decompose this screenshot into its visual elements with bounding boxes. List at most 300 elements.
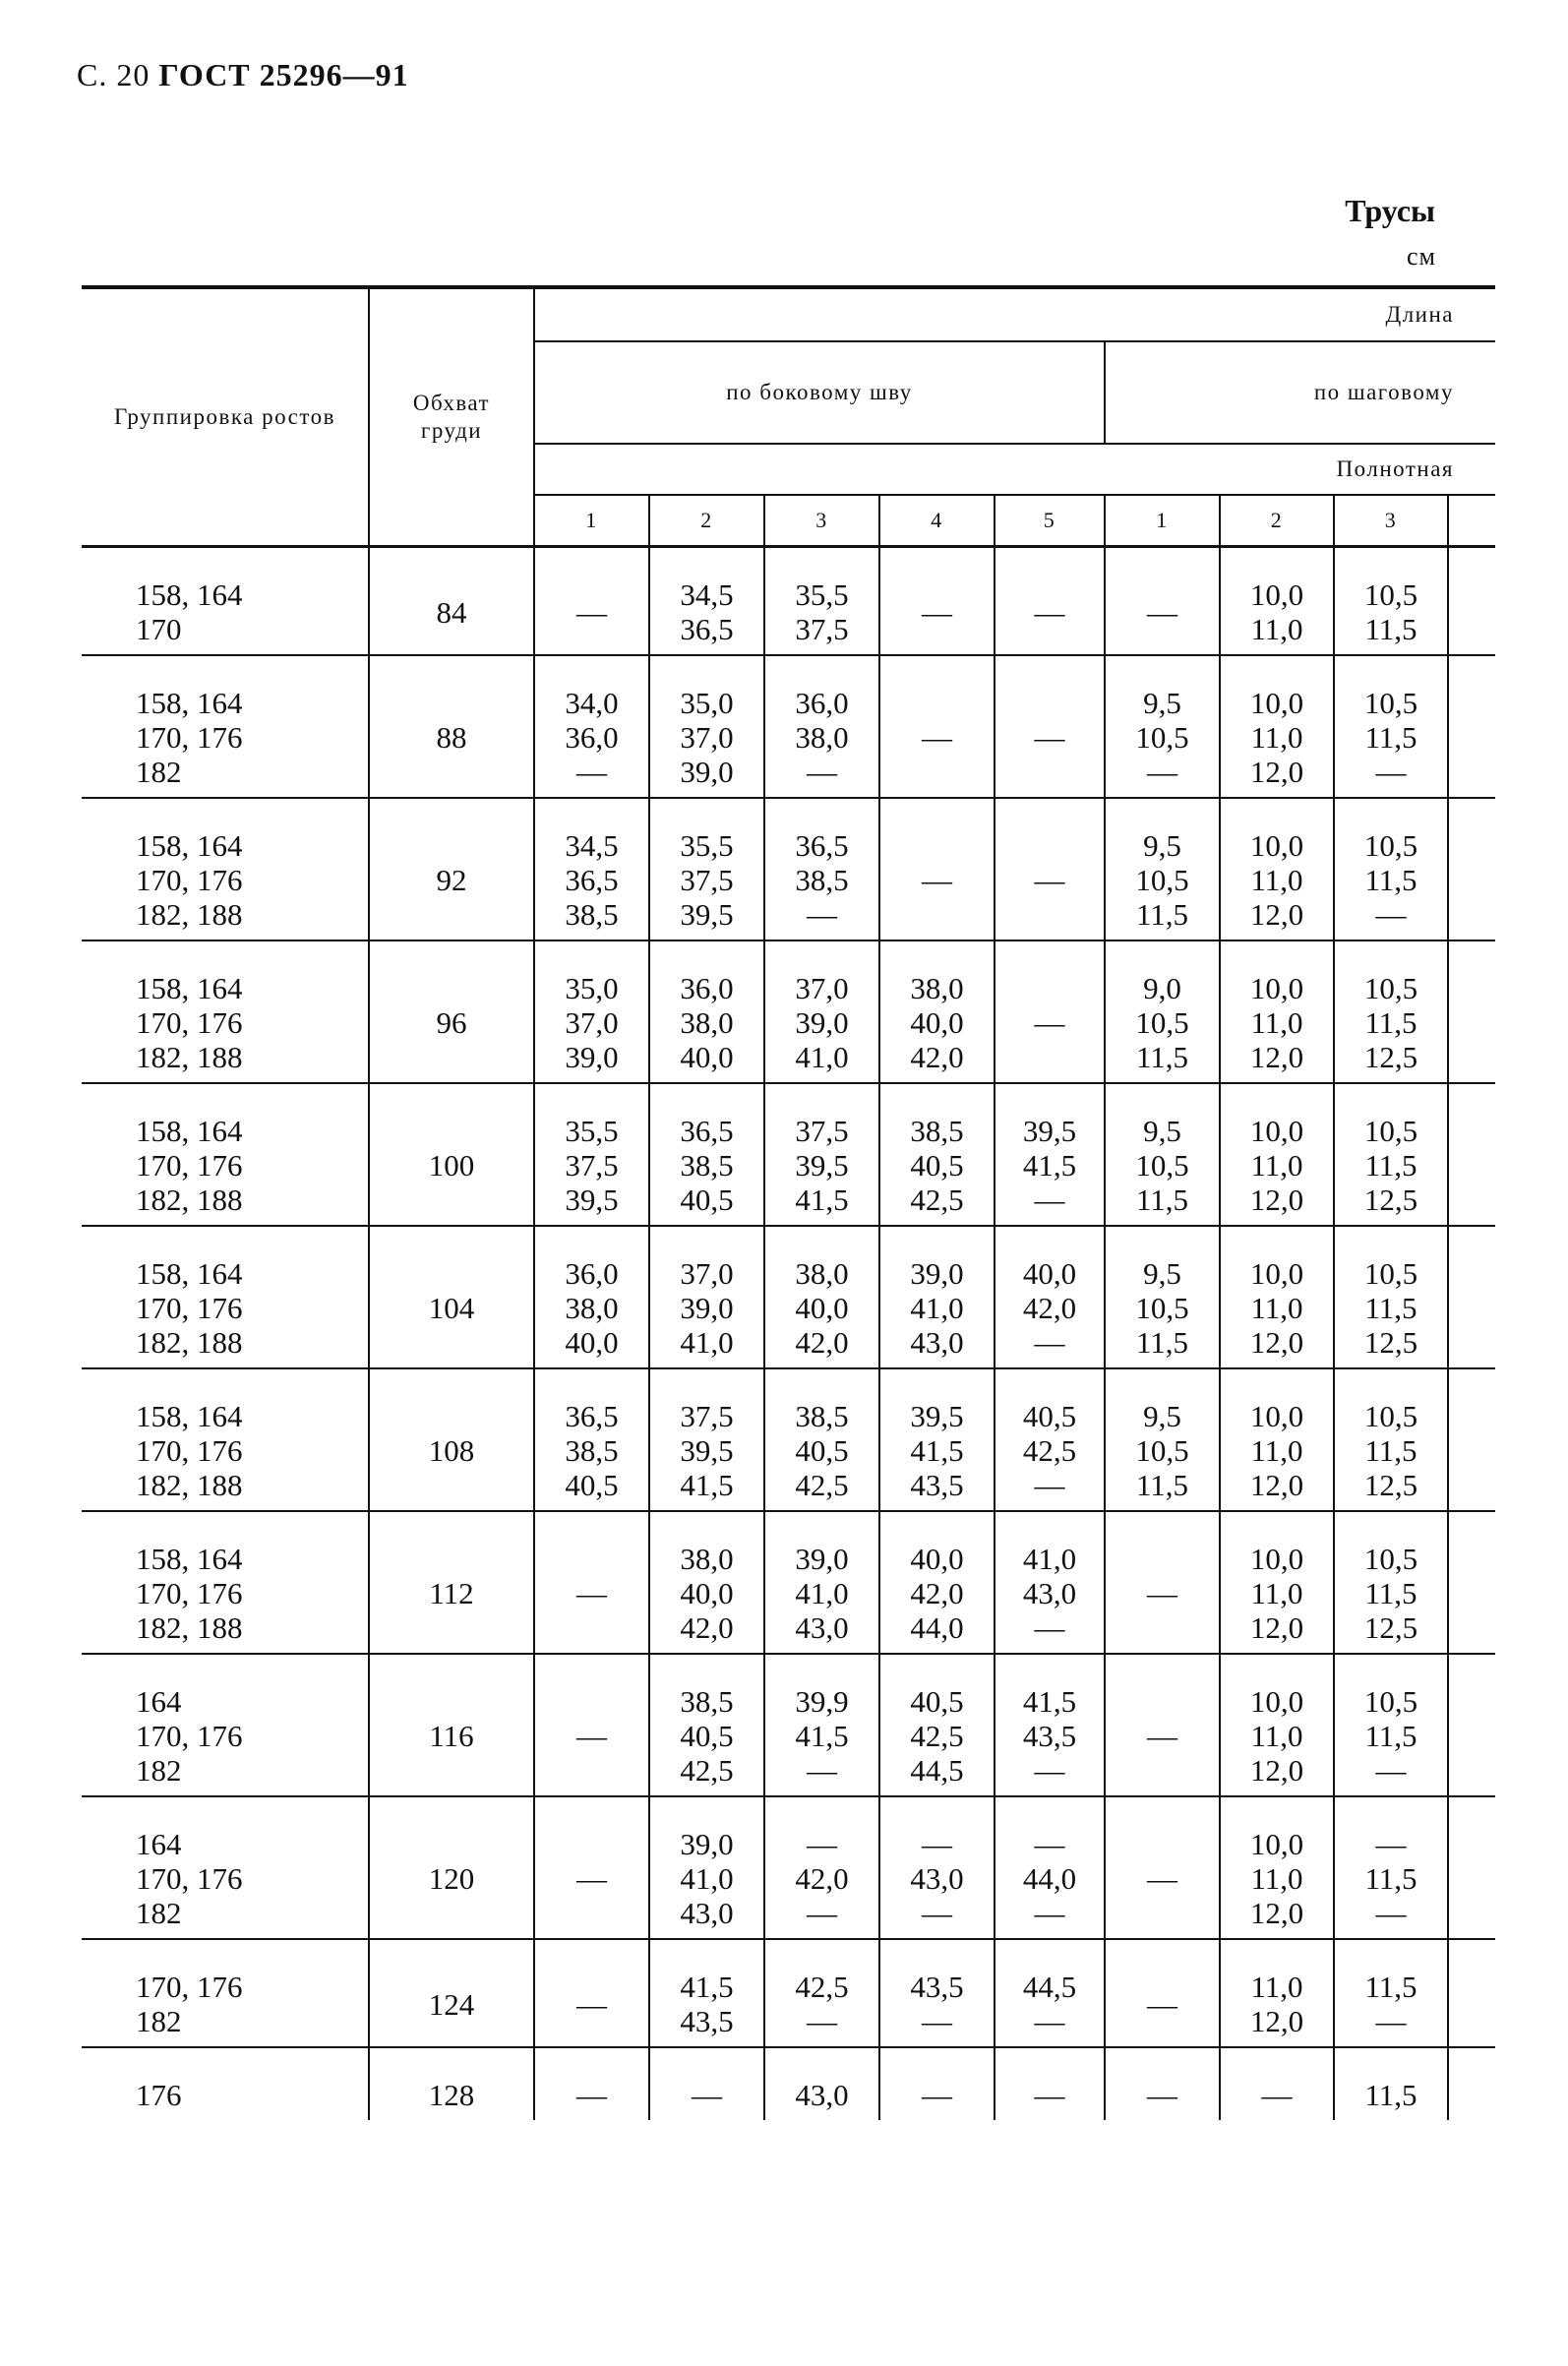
cell-value: 10,5 bbox=[1363, 1114, 1418, 1148]
cell-value: 37,0 bbox=[680, 720, 734, 755]
cell-value: 40,0 bbox=[680, 1576, 734, 1610]
cell-value: 37,5 bbox=[680, 1399, 734, 1433]
cell-value: 43,0 bbox=[910, 1325, 964, 1360]
cell-value: 43,0 bbox=[1022, 1576, 1077, 1610]
side-seam-cell bbox=[649, 655, 764, 798]
side-seam-cell bbox=[764, 940, 879, 1083]
cell-value: 39,0 bbox=[565, 1040, 619, 1074]
cell-value: 158, 164 bbox=[136, 828, 243, 863]
cell-value: — bbox=[576, 1576, 607, 1610]
cell-value: 170, 176 bbox=[136, 1719, 243, 1753]
cell-value: — bbox=[807, 1827, 837, 1861]
cell-value: 11,5 bbox=[1364, 1148, 1417, 1183]
chest-cell: 92 bbox=[369, 798, 534, 940]
cell-value: 36,5 bbox=[565, 863, 619, 897]
side-seam-cell bbox=[879, 1939, 995, 2047]
col-number: 3 bbox=[764, 495, 879, 547]
cell-value: — bbox=[1034, 1325, 1065, 1360]
side-seam-cell bbox=[534, 1939, 649, 2047]
cell-value: 40,0 bbox=[565, 1325, 619, 1360]
cell-value: 10,5 bbox=[1363, 1542, 1418, 1576]
cell-value: 11,5 bbox=[1135, 1040, 1189, 1074]
cell-value: — bbox=[1147, 2078, 1177, 2112]
cell-value: — bbox=[1375, 897, 1407, 932]
side-seam-cell bbox=[764, 2047, 879, 2120]
cell-value: 10,0 bbox=[1249, 1114, 1304, 1148]
table-row bbox=[82, 1083, 1495, 1226]
cell-value: 37,0 bbox=[680, 1256, 734, 1291]
cell-value: 11,5 bbox=[1364, 1970, 1417, 2004]
inseam-cell bbox=[1105, 1654, 1220, 1796]
cell-value: — bbox=[1034, 1005, 1065, 1040]
side-seam-cell bbox=[649, 940, 764, 1083]
col-number: 1 bbox=[534, 495, 649, 547]
cell-value: — bbox=[922, 594, 952, 630]
side-seam-cell bbox=[879, 1083, 995, 1226]
cell-value: — bbox=[807, 897, 837, 932]
cell-value: 10,5 bbox=[1363, 686, 1418, 720]
cell-value: 40,0 bbox=[910, 1005, 964, 1040]
cell-value: 40,5 bbox=[1022, 1399, 1077, 1433]
cell-value: 38,5 bbox=[565, 1433, 619, 1468]
cell-value: 41,5 bbox=[680, 1970, 734, 2004]
cell-value: 12,5 bbox=[1363, 1468, 1418, 1502]
cell-value: — bbox=[576, 1861, 607, 1896]
cell-value: 10,5 bbox=[1363, 828, 1418, 863]
cell-value: 158, 164 bbox=[136, 686, 243, 720]
side-seam-cell bbox=[879, 547, 995, 656]
cell-value: 39,5 bbox=[680, 897, 734, 932]
cell-value: 41,5 bbox=[910, 1433, 964, 1468]
cell-value: 40,0 bbox=[1022, 1256, 1077, 1291]
inseam-cell bbox=[1220, 2047, 1334, 2120]
side-seam-cell bbox=[995, 798, 1105, 940]
inseam-cell bbox=[1220, 547, 1334, 656]
cell-value: 158, 164 bbox=[136, 577, 243, 612]
inseam-cell bbox=[1105, 1368, 1220, 1511]
cell-value: — bbox=[1147, 755, 1177, 789]
chest-cell: 116 bbox=[369, 1654, 534, 1796]
cell-value: 39,5 bbox=[680, 1433, 734, 1468]
cell-value: 176 bbox=[136, 2078, 182, 2112]
inseam-cell bbox=[1220, 1083, 1334, 1226]
cell-value: 37,0 bbox=[565, 1005, 619, 1040]
side-seam-cell bbox=[995, 1654, 1105, 1796]
growth-group-cell bbox=[82, 1796, 369, 1939]
cell-value: 40,5 bbox=[680, 1719, 734, 1753]
cell-value: 35,5 bbox=[565, 1114, 619, 1148]
side-seam-cell bbox=[649, 1368, 764, 1511]
cell-value: 40,5 bbox=[565, 1468, 619, 1502]
cell-value: 11,0 bbox=[1250, 1576, 1303, 1610]
table-body bbox=[82, 547, 1495, 2121]
cell-value: 39,0 bbox=[680, 1827, 734, 1861]
cell-value: 170, 176 bbox=[136, 1005, 243, 1040]
cell-value: 41,0 bbox=[795, 1576, 849, 1610]
inseam-cell bbox=[1334, 1368, 1448, 1511]
inseam-cell bbox=[1334, 1939, 1448, 2047]
cell-value: 11,5 bbox=[1364, 612, 1417, 646]
cell-value: 12,0 bbox=[1249, 2004, 1304, 2038]
standard-number: ГОСТ 25296—91 bbox=[158, 57, 409, 92]
cell-value: 10,0 bbox=[1249, 1684, 1304, 1719]
inseam-cell bbox=[1105, 1939, 1220, 2047]
cell-value: 41,0 bbox=[680, 1325, 734, 1360]
side-seam-cell bbox=[995, 940, 1105, 1083]
chest-cell: 84 bbox=[369, 547, 534, 656]
inseam-cell bbox=[1220, 1654, 1334, 1796]
cell-value: 39,0 bbox=[795, 1542, 849, 1576]
side-seam-cell bbox=[534, 1368, 649, 1511]
side-seam-cell bbox=[879, 1796, 995, 1939]
cell-value: 38,0 bbox=[910, 971, 964, 1005]
cell-value: 9,0 bbox=[1143, 971, 1181, 1005]
cell-value: 10,5 bbox=[1363, 1256, 1418, 1291]
side-seam-cell bbox=[764, 1226, 879, 1368]
cell-value: 41,5 bbox=[795, 1183, 849, 1217]
growth-group-cell bbox=[82, 547, 369, 656]
cell-value: 42,5 bbox=[910, 1183, 964, 1217]
cell-value: 182 bbox=[136, 1896, 182, 1930]
cell-value: 40,0 bbox=[795, 1291, 849, 1325]
cell-value: 11,5 bbox=[1364, 863, 1417, 897]
inseam-cell bbox=[1105, 1083, 1220, 1226]
cell-value: — bbox=[1147, 1861, 1177, 1896]
cell-value: — bbox=[807, 2004, 837, 2038]
inseam-cell bbox=[1220, 1368, 1334, 1511]
cell-value: 37,5 bbox=[565, 1148, 619, 1183]
chest-cell: 104 bbox=[369, 1226, 534, 1368]
side-seam-cell bbox=[649, 1654, 764, 1796]
cell-value: 10,5 bbox=[1363, 1399, 1418, 1433]
cell-value: — bbox=[1375, 2004, 1407, 2038]
cell-value: 37,5 bbox=[795, 1114, 849, 1148]
cell-value: 12,0 bbox=[1249, 897, 1304, 932]
cell-value: 11,0 bbox=[1250, 1970, 1303, 2004]
cell-value: 34,0 bbox=[565, 686, 619, 720]
cell-value: — bbox=[1147, 1719, 1177, 1753]
cell-value: 170, 176 bbox=[136, 1148, 243, 1183]
cell-value: 40,5 bbox=[910, 1684, 964, 1719]
cell-value: — bbox=[922, 2004, 952, 2038]
cell-value: 44,0 bbox=[1022, 1861, 1077, 1896]
cell-value: 10,0 bbox=[1249, 828, 1304, 863]
inseam-cell bbox=[1220, 798, 1334, 940]
inseam-cell bbox=[1334, 798, 1448, 940]
cell-value: — bbox=[1147, 1986, 1177, 2022]
cell-value: — bbox=[1034, 1610, 1065, 1645]
cell-value: 170, 176 bbox=[136, 1861, 243, 1896]
cell-value: 43,0 bbox=[680, 1896, 734, 1930]
header-inseam: по шаговому bbox=[1105, 341, 1495, 444]
cell-value: 11,0 bbox=[1250, 612, 1303, 646]
cell-value: 40,5 bbox=[910, 1148, 964, 1183]
table-row bbox=[82, 1654, 1495, 1796]
side-seam-cell bbox=[995, 1511, 1105, 1654]
cell-value: 42,0 bbox=[795, 1325, 849, 1360]
chest-cell: 112 bbox=[369, 1511, 534, 1654]
side-seam-cell bbox=[879, 1654, 995, 1796]
col-number: 4 bbox=[879, 495, 995, 547]
cell-value: 35,5 bbox=[795, 577, 849, 612]
cell-value: 42,5 bbox=[795, 1468, 849, 1502]
cell-value: 42,0 bbox=[795, 1861, 849, 1896]
cell-value: 37,5 bbox=[795, 612, 849, 646]
cell-value: 10,5 bbox=[1363, 1684, 1418, 1719]
cell-value: 34,5 bbox=[680, 577, 734, 612]
cell-value: — bbox=[1034, 2078, 1065, 2112]
cell-value: 164 bbox=[136, 1684, 182, 1719]
table-row bbox=[82, 1368, 1495, 1511]
unit-label: см bbox=[1407, 242, 1436, 271]
cell-value: 38,5 bbox=[795, 863, 849, 897]
side-seam-cell bbox=[995, 547, 1105, 656]
cell-value: 43,5 bbox=[910, 1468, 964, 1502]
cell-value: 38,5 bbox=[795, 1399, 849, 1433]
cell-value: 36,5 bbox=[680, 612, 734, 646]
cell-value: 36,0 bbox=[795, 686, 849, 720]
cell-value: 11,0 bbox=[1250, 1005, 1303, 1040]
side-seam-cell bbox=[764, 1511, 879, 1654]
header-side-seam: по боковому шву bbox=[534, 341, 1105, 444]
cell-value: 11,5 bbox=[1135, 1325, 1189, 1360]
cell-value: 9,5 bbox=[1143, 1256, 1181, 1291]
cell-value: 43,0 bbox=[910, 1861, 964, 1896]
cell-value: 158, 164 bbox=[136, 1256, 243, 1291]
cell-value: 170, 176 bbox=[136, 720, 243, 755]
side-seam-cell bbox=[649, 1511, 764, 1654]
side-seam-cell bbox=[534, 798, 649, 940]
growth-group-cell bbox=[82, 1368, 369, 1511]
side-seam-cell bbox=[649, 547, 764, 656]
cell-value: 11,5 bbox=[1364, 1861, 1417, 1896]
cell-value: 41,0 bbox=[1022, 1542, 1077, 1576]
cell-value: 12,0 bbox=[1249, 1040, 1304, 1074]
side-seam-cell bbox=[649, 1226, 764, 1368]
cell-value: 36,0 bbox=[680, 971, 734, 1005]
cell-value: 39,0 bbox=[910, 1256, 964, 1291]
cell-value: — bbox=[922, 1827, 952, 1861]
cell-value: 9,5 bbox=[1143, 1399, 1181, 1433]
cell-value: 170, 176 bbox=[136, 1576, 243, 1610]
cell-value: — bbox=[576, 755, 607, 789]
cell-value: 10,5 bbox=[1363, 577, 1418, 612]
cell-value: 35,5 bbox=[680, 828, 734, 863]
cell-value: 10,0 bbox=[1249, 577, 1304, 612]
cell-value: 37,5 bbox=[680, 863, 734, 897]
side-seam-cell bbox=[995, 2047, 1105, 2120]
cell-value: 42,5 bbox=[1022, 1433, 1077, 1468]
growth-group-cell bbox=[82, 1654, 369, 1796]
cell-value: 10,5 bbox=[1135, 1291, 1189, 1325]
cell-value: 42,5 bbox=[910, 1719, 964, 1753]
cell-value: 12,0 bbox=[1249, 755, 1304, 789]
cell-value: 11,0 bbox=[1250, 1433, 1303, 1468]
cell-value: 12,5 bbox=[1363, 1040, 1418, 1074]
cell-value: 36,5 bbox=[680, 1114, 734, 1148]
cell-value: 9,5 bbox=[1143, 686, 1181, 720]
cell-value: — bbox=[576, 594, 607, 630]
cell-value: 39,5 bbox=[795, 1148, 849, 1183]
side-seam-cell bbox=[649, 1939, 764, 2047]
cell-value: 11,0 bbox=[1250, 1861, 1303, 1896]
inseam-cell bbox=[1334, 1654, 1448, 1796]
cell-value: — bbox=[1034, 2004, 1065, 2038]
cell-value: — bbox=[1147, 594, 1177, 630]
inseam-cell bbox=[1220, 1511, 1334, 1654]
cell-value: 39,5 bbox=[565, 1183, 619, 1217]
cell-value: 44,5 bbox=[910, 1753, 964, 1788]
cell-value: 42,5 bbox=[795, 1970, 849, 2004]
cell-value: — bbox=[922, 720, 952, 755]
cell-value: 41,0 bbox=[680, 1861, 734, 1896]
cell-value: — bbox=[1034, 863, 1065, 897]
cell-value: 43,0 bbox=[795, 1610, 849, 1645]
cell-value: 12,0 bbox=[1249, 1183, 1304, 1217]
cell-value: 11,5 bbox=[1364, 1576, 1417, 1610]
table-row bbox=[82, 1796, 1495, 1939]
cell-value: 34,5 bbox=[565, 828, 619, 863]
cell-value: 42,0 bbox=[910, 1576, 964, 1610]
side-seam-cell bbox=[649, 2047, 764, 2120]
cell-value: 182, 188 bbox=[136, 1325, 243, 1360]
cell-value: 11,5 bbox=[1364, 1005, 1417, 1040]
inseam-cell bbox=[1334, 1511, 1448, 1654]
table-row bbox=[82, 2047, 1495, 2120]
cell-value: 12,0 bbox=[1249, 1753, 1304, 1788]
growth-group-cell bbox=[82, 2047, 369, 2120]
chest-cell: 124 bbox=[369, 1939, 534, 2047]
side-seam-cell bbox=[764, 1939, 879, 2047]
side-seam-cell bbox=[764, 655, 879, 798]
cell-value: 43,5 bbox=[1022, 1719, 1077, 1753]
side-seam-cell bbox=[764, 1083, 879, 1226]
cell-value: 182, 188 bbox=[136, 1040, 243, 1074]
side-seam-cell bbox=[534, 1796, 649, 1939]
cell-value: 39,0 bbox=[795, 1005, 849, 1040]
cell-value: 38,0 bbox=[680, 1542, 734, 1576]
side-seam-cell bbox=[879, 1511, 995, 1654]
side-seam-cell bbox=[995, 1083, 1105, 1226]
cell-value: 11,0 bbox=[1250, 720, 1303, 755]
cell-value: 35,0 bbox=[680, 686, 734, 720]
inseam-cell bbox=[1334, 2047, 1448, 2120]
inseam-cell bbox=[1220, 1796, 1334, 1939]
cell-value: — bbox=[576, 1719, 607, 1753]
chest-cell: 128 bbox=[369, 2047, 534, 2120]
cell-value: 36,0 bbox=[565, 720, 619, 755]
cell-value: — bbox=[576, 1986, 607, 2022]
cell-value: — bbox=[1147, 1576, 1177, 1610]
cell-value: 11,5 bbox=[1135, 897, 1189, 932]
cell-value: 41,5 bbox=[795, 1719, 849, 1753]
cell-value: — bbox=[922, 863, 952, 897]
cell-value: 10,0 bbox=[1249, 1827, 1304, 1861]
inseam-cell bbox=[1220, 655, 1334, 798]
cell-value: 170, 176 bbox=[136, 863, 243, 897]
cell-value: 11,5 bbox=[1364, 1433, 1417, 1468]
cell-value: — bbox=[807, 1753, 837, 1788]
side-seam-cell bbox=[764, 1368, 879, 1511]
size-table bbox=[82, 285, 1495, 2120]
header-length: Длина bbox=[534, 287, 1495, 341]
cell-value: 41,5 bbox=[1022, 1684, 1077, 1719]
side-seam-cell bbox=[995, 1796, 1105, 1939]
cell-value: 10,0 bbox=[1249, 686, 1304, 720]
side-seam-cell bbox=[995, 1226, 1105, 1368]
col-number: 1 bbox=[1105, 495, 1220, 547]
cell-value: 12,5 bbox=[1363, 1325, 1418, 1360]
header-growth-group: Группировка ростов bbox=[82, 287, 369, 547]
cell-value: 35,0 bbox=[565, 971, 619, 1005]
cell-value: 36,0 bbox=[565, 1256, 619, 1291]
cell-value: 39,9 bbox=[795, 1684, 849, 1719]
cell-value: 11,0 bbox=[1250, 1148, 1303, 1183]
side-seam-cell bbox=[879, 940, 995, 1083]
cell-value: 182 bbox=[136, 1753, 182, 1788]
cell-value: 38,5 bbox=[680, 1684, 734, 1719]
cell-value: 182, 188 bbox=[136, 1468, 243, 1502]
inseam-cell bbox=[1220, 1226, 1334, 1368]
growth-group-cell bbox=[82, 798, 369, 940]
side-seam-cell bbox=[534, 2047, 649, 2120]
cell-value: 42,5 bbox=[680, 1753, 734, 1788]
cell-value: 38,5 bbox=[565, 897, 619, 932]
cell-value: 42,0 bbox=[1022, 1291, 1077, 1325]
cell-value: 41,5 bbox=[680, 1468, 734, 1502]
col-number: 2 bbox=[1220, 495, 1334, 547]
cell-value: — bbox=[1034, 594, 1065, 630]
col-number: 5 bbox=[995, 495, 1105, 547]
chest-cell: 120 bbox=[369, 1796, 534, 1939]
side-seam-cell bbox=[534, 1226, 649, 1368]
cell-value: 170, 176 bbox=[136, 1970, 243, 2004]
cell-value: 39,0 bbox=[680, 755, 734, 789]
header-chest: Обхват груди bbox=[369, 287, 534, 547]
table-row bbox=[82, 1226, 1495, 1368]
cell-value: 39,5 bbox=[1022, 1114, 1077, 1148]
cell-value: 11,0 bbox=[1250, 1719, 1303, 1753]
growth-group-cell bbox=[82, 1083, 369, 1226]
cell-value: 12,0 bbox=[1249, 1896, 1304, 1930]
side-seam-cell bbox=[995, 1368, 1105, 1511]
inseam-cell bbox=[1334, 1083, 1448, 1226]
cell-value: 44,0 bbox=[910, 1610, 964, 1645]
cell-value: 12,5 bbox=[1363, 1183, 1418, 1217]
cell-value: — bbox=[922, 2078, 952, 2112]
cell-value: 158, 164 bbox=[136, 1542, 243, 1576]
cell-value: 38,5 bbox=[910, 1114, 964, 1148]
cell-value: 11,5 bbox=[1364, 2078, 1417, 2112]
inseam-cell bbox=[1105, 1226, 1220, 1368]
inseam-cell bbox=[1105, 655, 1220, 798]
side-seam-cell bbox=[764, 798, 879, 940]
side-seam-cell bbox=[995, 655, 1105, 798]
cell-value: 10,5 bbox=[1135, 1005, 1189, 1040]
side-seam-cell bbox=[534, 655, 649, 798]
cell-value: 10,0 bbox=[1249, 1399, 1304, 1433]
cell-value: 170 bbox=[136, 612, 182, 646]
side-seam-cell bbox=[879, 798, 995, 940]
page-header bbox=[77, 57, 409, 93]
inseam-cell bbox=[1105, 798, 1220, 940]
col-number: 3 bbox=[1334, 495, 1448, 547]
table-row bbox=[82, 547, 1495, 656]
cell-value: — bbox=[1375, 1827, 1407, 1861]
cell-value: 12,5 bbox=[1363, 1610, 1418, 1645]
cell-value: 10,5 bbox=[1135, 720, 1189, 755]
cell-value: — bbox=[1034, 1827, 1065, 1861]
